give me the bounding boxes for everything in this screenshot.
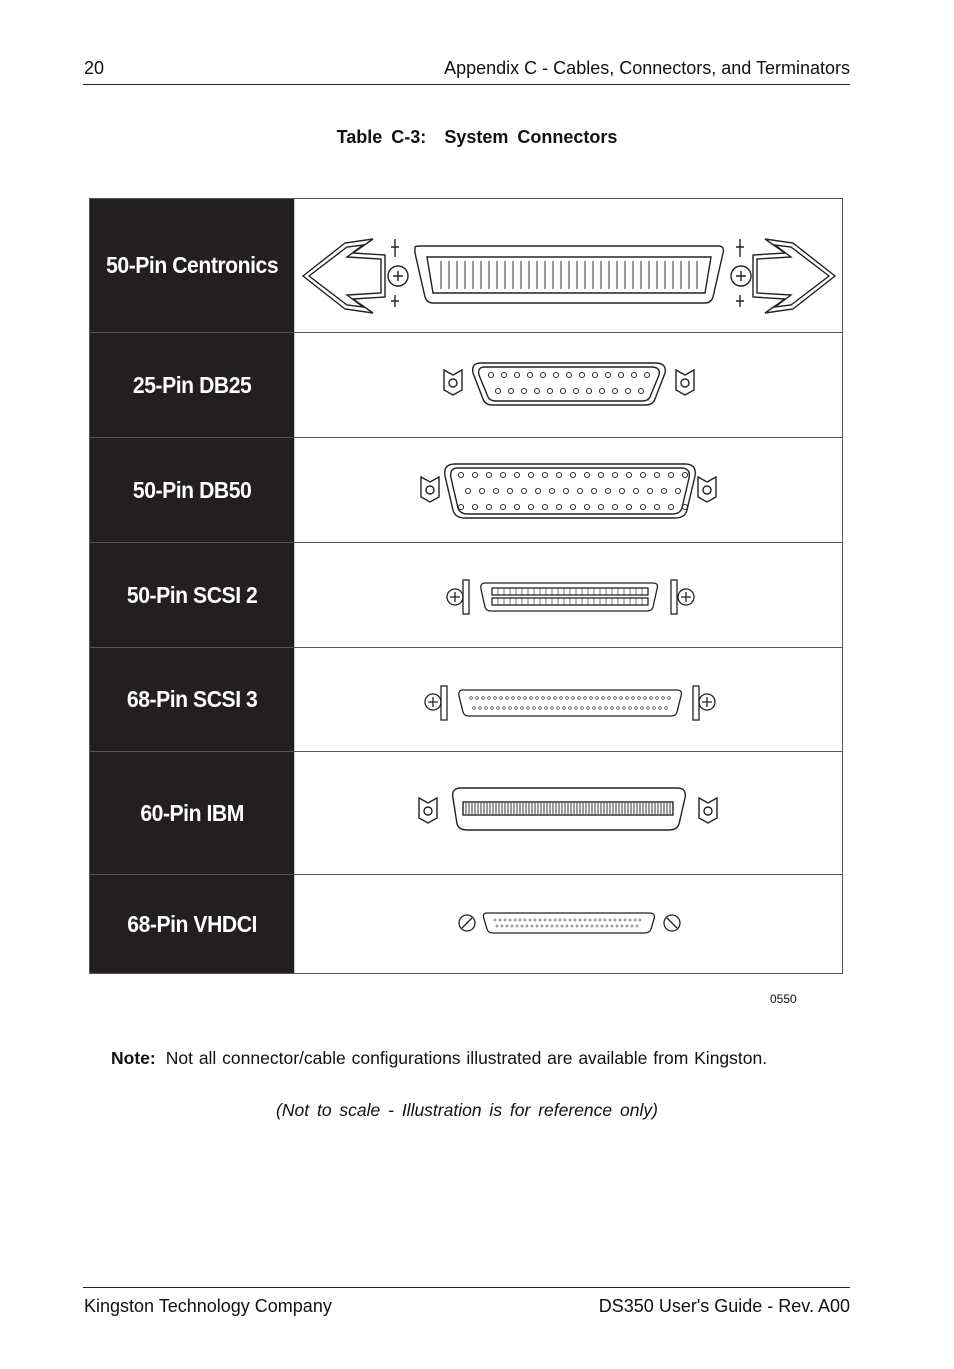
note-text: Not all connector/cable configurations illustrated are available from Kingston. xyxy=(165,1048,768,1068)
page-number: 20 xyxy=(84,58,105,78)
connector-label: 68-Pin VHDCI xyxy=(90,875,294,973)
connector-label: 50-Pin Centronics xyxy=(90,199,294,332)
db50-connector-icon xyxy=(295,438,843,542)
table-title: System Connectors xyxy=(444,127,618,147)
page-footer xyxy=(83,1287,850,1318)
footer-document: DS350 User's Guide - Rev. A00 xyxy=(598,1296,850,1316)
connector-label: 25-Pin DB25 xyxy=(90,333,294,437)
connector-row xyxy=(90,648,843,752)
page-header xyxy=(83,56,850,85)
connector-label: 50-Pin SCSI 2 xyxy=(90,543,294,647)
note xyxy=(111,1048,767,1069)
db25-connector-icon xyxy=(295,333,843,437)
vhdci-connector-icon xyxy=(295,875,843,973)
connector-row xyxy=(90,543,843,648)
table-label: Table C-3: xyxy=(336,127,427,147)
table-caption xyxy=(0,127,954,148)
figure-code: 0550 xyxy=(770,992,797,1006)
centronics-connector-icon xyxy=(295,199,843,332)
connector-label: 68-Pin SCSI 3 xyxy=(90,648,294,751)
connector-label: 60-Pin IBM xyxy=(90,752,294,874)
connector-label: 50-Pin DB50 xyxy=(90,438,294,542)
ibm-connector-icon xyxy=(295,752,843,874)
connector-table xyxy=(89,198,843,974)
scsi2-connector-icon xyxy=(295,543,843,647)
connector-row xyxy=(90,752,843,875)
running-title: Appendix C - Cables, Connectors, and Terminators xyxy=(444,58,850,78)
footer-company: Kingston Technology Company xyxy=(84,1296,332,1316)
scsi3-connector-icon xyxy=(295,648,843,751)
connector-row xyxy=(90,438,843,543)
connector-row xyxy=(90,333,843,438)
scale-note: (Not to scale - Illustration is for reference only) xyxy=(276,1100,658,1120)
connector-row xyxy=(90,199,843,333)
connector-row xyxy=(90,875,843,973)
note-label: Note: xyxy=(111,1048,156,1068)
